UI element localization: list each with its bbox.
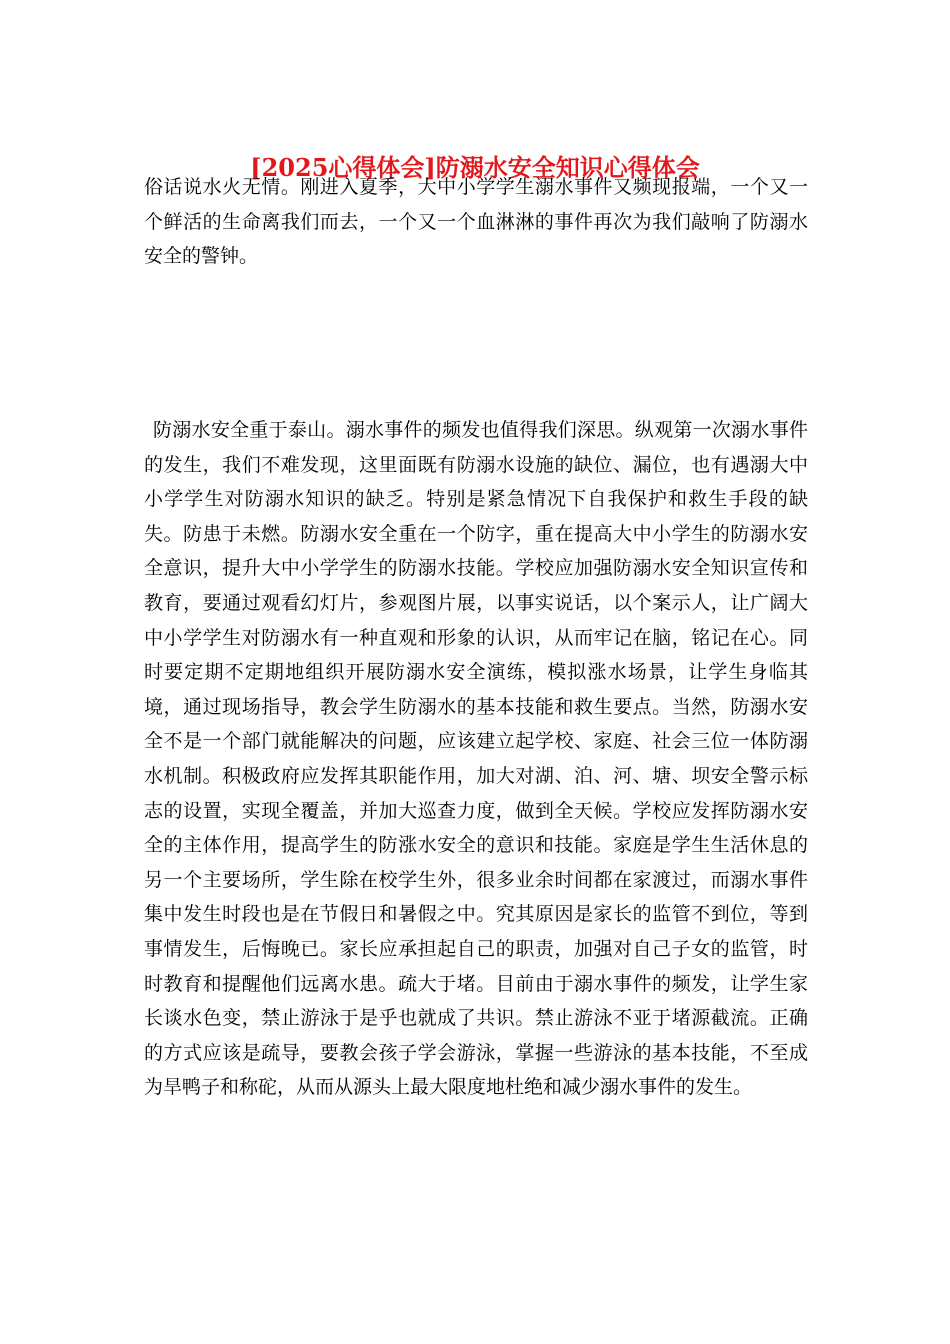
paragraph-body: 防溺水安全重于泰山。溺水事件的频发也值得我们深思。纵观第一次溺水事件的发生，我们不难发现，这里面既有防溺水设施的缺位、漏位，也有遇溺大中小学学生对防溺水知识的缺乏。特别是紧急情况下自我保护和救生手段的缺失。防患于未燃。防溺水安全重在一个防字，重在提高大中小学生的防溺水安全意识，提升大中小学学生的防溺水技能。学校应加强防溺水安全知识宣传和教育，要通过观看幻灯片，参观图片展，以事实说话，以个案示人，让广阔大中小学学生对防溺水有一种直观和形象的认识，从而牢记在脑，铭记在心。同时要定期不定期地组织开展防溺水安全演练，模拟涨水场景，让学生身临其境，通过现场指导，教会学生防溺水的基本技能和救生要点。当然，防溺水安全不是一个部门就能解决的问题，应该建立起学校、家庭、社会三位一体防溺水机制。积极政府应发挥其职能作用，加大对湖、泊、河、塘、坝安全警示标志的设置，实现全覆盖，并加大巡查力度，做到全天候。学校应发挥防溺水安全的主体作用，提高学生的防涨水安全的意识和技能。家庭是学生生活休息的另一个主要场所，学生除在校学生外，很多业余时间都在家渡过，而溺水事件集中发生时段也是在节假日和暑假之中。究其原因是家长的监管不到位，等到事情发生，后悔晚已。家长应承担起自己的职责，加强对自己子女的监管，时时教育和提醒他们远离水患。疏大于堵。目前由于溺水事件的频发，让学生家长谈水色变，禁止游泳于是乎也就成了共识。禁止游泳不亚于堵源截流。正确的方式应该是疏导，要教会孩子学会游泳，掌握一些游泳的基本技能，不至成为旱鸭子和称砣，从而从源头上最大限度地杜绝和减少溺水事件的发生。 <box>144 419 808 1099</box>
document-title: [2025心得体会]防溺水安全知识心得体会 <box>250 153 700 182</box>
paragraph-intro: 俗话说水火无情。刚进入夏季，大中小学学生溺水事件又频现报端，一个又一个鲜活的生命离我们而去，一个又一个血淋淋的事件再次为我们敲响了防溺水安全的警钟。 <box>144 176 808 268</box>
